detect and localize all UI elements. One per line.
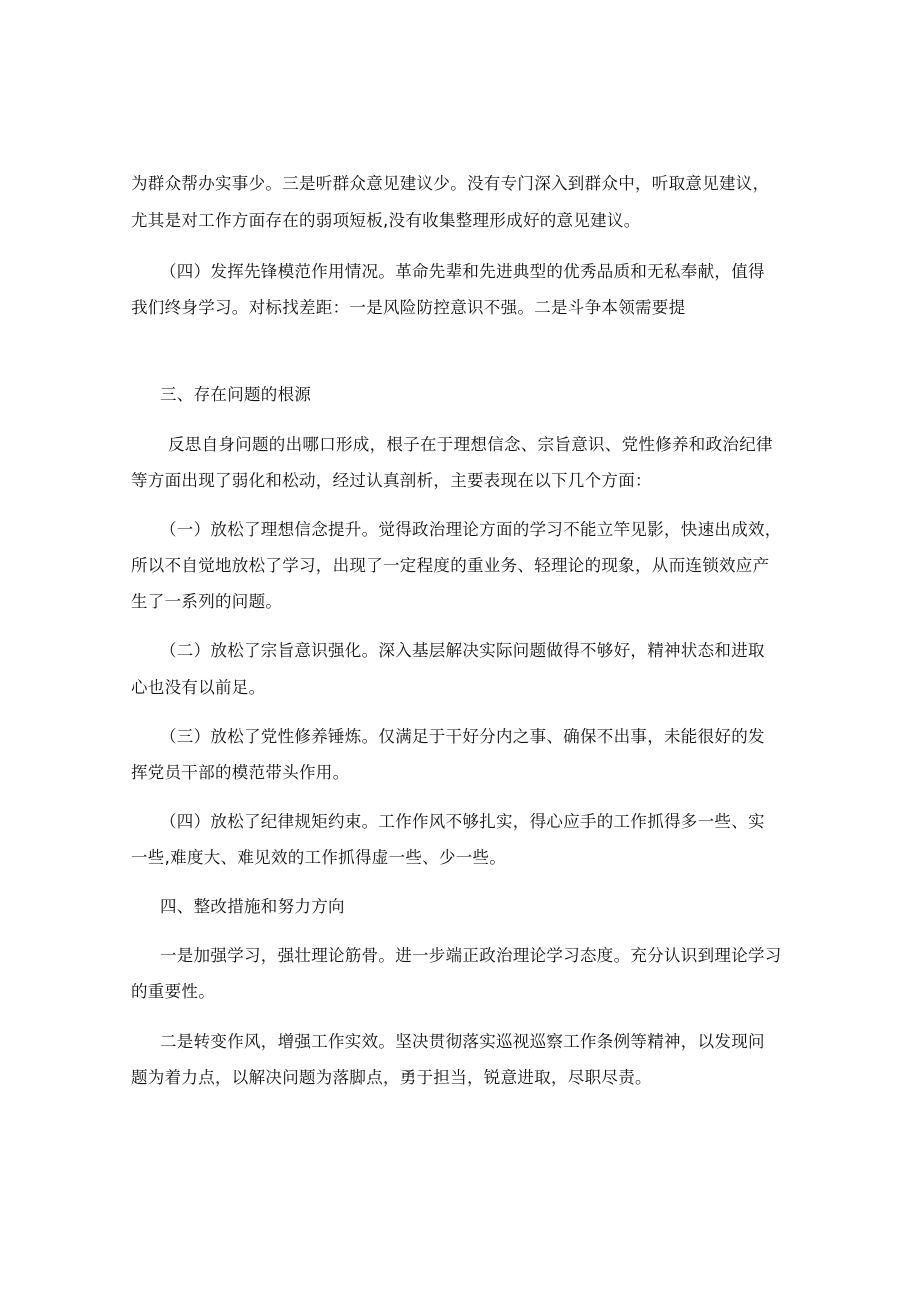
text-line: 一是加强学习，强壮理论筋骨。进一步端正政治理论学习态度。充分认识到理论学习 [160, 946, 782, 965]
text-line: （一）放松了理想信念提升。觉得政治理论方面的学习不能立竿见影，快速出成效， [160, 520, 782, 539]
section-heading: 三、存在问题的根源 [160, 385, 312, 404]
text-line: （二）放松了宗旨意识强化。深入基层解决实际问题做得不够好，精神状态和进取 [160, 641, 765, 660]
text-line: 反思自身问题的出哪口形成，根子在于理想信念、宗旨意识、党性修养和政治纪律 [168, 435, 773, 454]
text-line: 的重要性。 [131, 982, 215, 1001]
text-line: 所以不自觉地放松了学习，出现了一定程度的重业务、轻理论的现象，从而连锁效应产 [131, 556, 770, 575]
text-line: 等方面出现了弱化和松动，经过认真剖析，主要表现在以下几个方面： [131, 471, 652, 490]
text-line: 二是转变作风，增强工作实效。坚决贯彻落实巡视巡察工作条例等精神，以发现问 [160, 1032, 765, 1051]
text-line: 题为着力点，以解决问题为落脚点，勇于担当，锐意进取，尽职尽责。 [131, 1068, 652, 1087]
text-line: （四）发挥先锋模范作用情况。革命先辈和先进典型的优秀品质和无私奉献，值得 [160, 262, 765, 281]
text-line: 尤其是对工作方面存在的弱项短板,没有收集整理形成好的意见建议。 [131, 211, 641, 230]
text-line: （三）放松了党性修养锤炼。仅满足于干好分内之事、确保不出事，未能很好的发 [160, 727, 765, 746]
text-line: 一些,难度大、难见效的工作抓得虚一些、少一些。 [131, 848, 507, 867]
text-line: （四）放松了纪律规矩约束。工作作风不够扎实，得心应手的工作抓得多一些、实 [160, 812, 765, 831]
section-heading: 四、整改措施和努力方向 [160, 897, 345, 916]
text-line: 我们终身学习。对标找差距：一是风险防控意识不强。二是斗争本领需要提 [131, 298, 686, 317]
text-line: 挥党员干部的模范带头作用。 [131, 763, 350, 782]
text-line: 心也没有以前足。 [131, 678, 266, 697]
text-line: 生了一系列的问题。 [131, 592, 283, 611]
text-line: 为群众帮办实事少。三是听群众意见建议少。没有专门深入到群众中，听取意见建议， [131, 174, 770, 193]
